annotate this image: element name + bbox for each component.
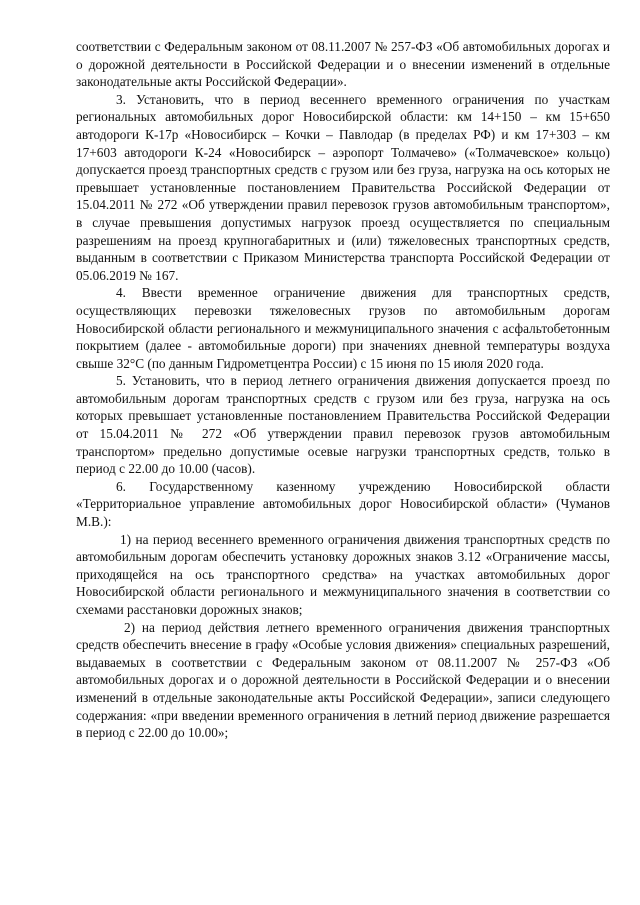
paragraph-item-3: 3. Установить, что в период весеннего временного ограничения по участкам региональных автомобильных дорог Новосибирской области: км 14+150 – км 15+650 автодороги К-17р «Новосибирск – Кочки – Павлодар (в пределах РФ) и км 17+303 – км 17+603 автодороги К-24 «Новосибирск – аэропорт Толмачево» («Толмачевское» кольцо) допускается проезд транспортных средств с грузом или без груза, нагрузка на ось которых не превышает установленные постановлением Правительства Российской Федерации от 15.04.2011 № 272 «Об утверждении правил перевозок грузов автомобильным транспортом», в случае превышения допустимых нагрузок проезд осуществляется по специальным разрешениям на проезд крупногабаритных и (или) тяжеловесных транспортных средств, выданным в соответствии с Приказом Министерства транспорта Российской Федерации от 05.06.2019 № 167.	[76, 91, 610, 283]
paragraph-subitem-2: 2) на период действия летнего временного ограничения движения транспортных средств обеспечить внесение в графу «Особые условия движения» специальных разрешений, выдаваемых в соответствии с Федеральным законом от 08.11.2007 № 257-ФЗ «Об автомобильных дорогах и о дорожной деятельности в Российской Федерации и о внесении изменений в отдельные законодательные акты Российской Федерации», записи следующего содержания: «при введении временного ограничения в летний период движение разрешается в период с 22.00 до 10.00»;	[76, 619, 610, 741]
paragraph-continuation: соответствии с Федеральным законом от 08.11.2007 № 257-ФЗ «Об автомобильных дорогах и о дорожной деятельности в Российской Федерации и о внесении изменений в отдельные законодательные акты Российской Федерации».	[76, 39, 610, 90]
paragraph-item-6: 6. Государственному казенному учреждению Новосибирской области «Территориальное управление автомобильных дорог Новосибирской области» (Чуманов М.В.):	[76, 478, 610, 530]
document-page	[76, 38, 610, 742]
paragraph-item-5: 5. Установить, что в период летнего ограничения движения допускается проезд по автомобильным дорогам транспортных средств с грузом или без груза, нагрузка на ось которых превышает установленные постановлением Правительства Российской Федерации от 15.04.2011 № 272 «Об утверждении правил перевозок грузов автомобильным транспортом» предельно допустимые осевые нагрузки транспортных средств, только в период с 22.00 до 10.00 (часов).	[76, 373, 610, 477]
paragraph-item-4: 4. Ввести временное ограничение движения для транспортных средств, осуществляющих перевозки тяжеловесных грузов по автомобильным дорогам Новосибирской области регионального и межмуниципального значения с асфальтобетонным покрытием (далее - автомобильные дороги) при значениях дневной температуры воздуха свыше 32°С (по данным Гидрометцентра России) с 15 июня по 15 июля 2020 года.	[76, 285, 610, 371]
paragraph-subitem-1: 1) на период весеннего временного ограничения движения транспортных средств по автомобильным дорогам обеспечить установку дорожных знаков 3.12 «Ограничение массы, приходящейся на ось транспортного средства» на участках автомобильных дорог Новосибирской области регионального и межмуниципального значения в соответствии со схемами расстановки дорожных знаков;	[76, 531, 610, 617]
